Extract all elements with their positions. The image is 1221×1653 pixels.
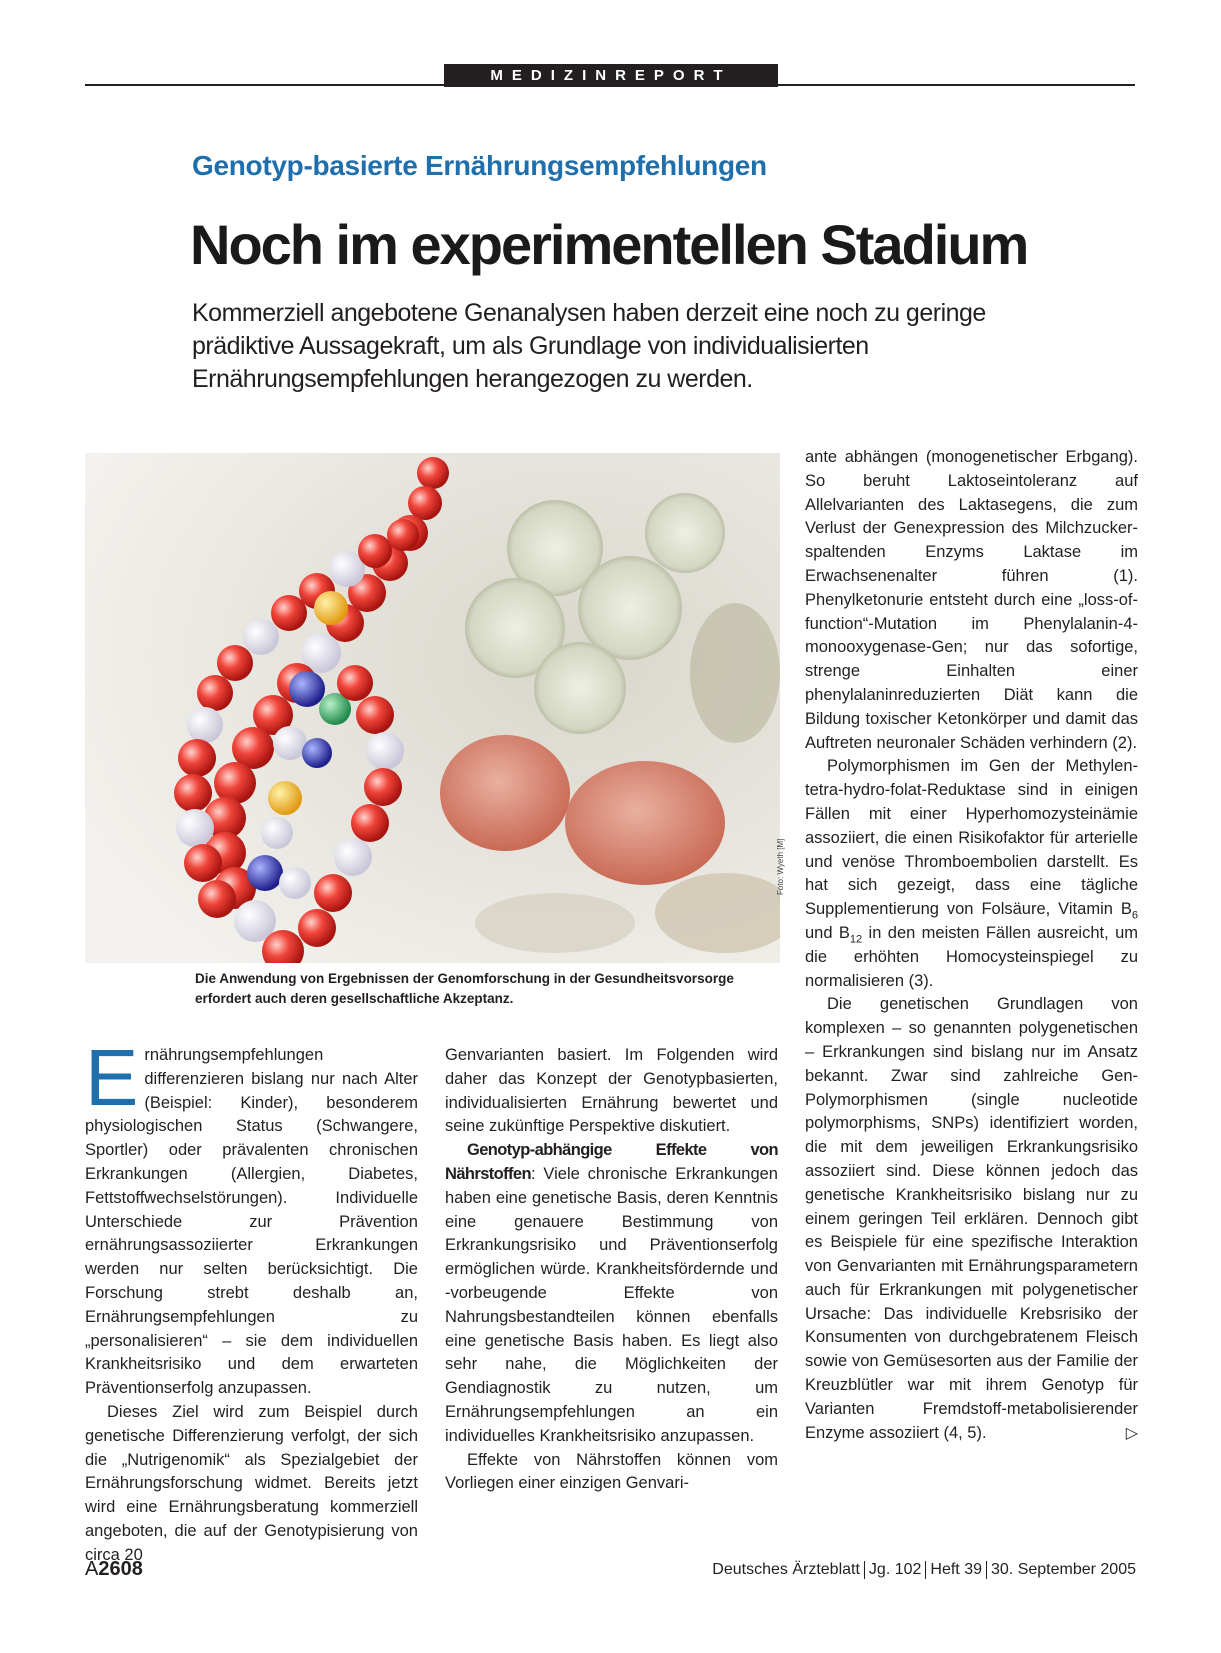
section-label: MEDIZINREPORT (444, 64, 778, 87)
article-headline: Noch im experimentellen Stadium (190, 213, 1028, 276)
article-photo (85, 453, 780, 963)
column-2 (445, 1044, 778, 1496)
page-number: A2608 (85, 1558, 143, 1580)
photo-credit: Foto: Wyeth [M] (776, 838, 785, 895)
col2-paragraph-2: Genotyp-abhängige Effekte von Nährstoffen: Viele chronische Erkrankungen haben eine genetische Basis, deren Kenntnis eine genauere Bestimmung von Erkrankungsrisiko und Präventionserfolg ermöglichen würde. Krankheitsfördernde und -vorbeugende Effekte von Nahrungsbestandteilen können ebenfalls eine genetische Basis haben. Es liegt also sehr nahe, die Möglichkeiten der Gendiagnostik zu nutzen, um Ernährungsempfehlungen an ein individuelles Krankheitsrisiko anzupassen. (445, 1141, 778, 1445)
article-kicker: Genotyp-basierte Ernährungsempfehlungen (192, 150, 767, 181)
section-subhead: Genotyp-abhängige Effekte von Nährstoffen (445, 1141, 778, 1183)
photo-caption: Die Anwendung von Ergebnissen der Genomforschung in der Gesundheitsvorsorge erfordert auch deren gesellschaftliche Akzeptanz. (195, 971, 734, 1006)
col3-paragraph-2: Polymorphismen im Gen der Methylen-tetra-hydro-folat-Reduktase sind in einigen Fällen mit einer Hyperhomozysteinämie assoziiert, die einen Risikofaktor für arterielle und venöse Thromboembolien darstellt. Es hat sich gezeigt, dass eine tägliche Supplementierung von Folsäure, Vitamin $B_6$ und $B_{12}$ in den meisten Fällen ausreicht, um die erhöhten Homocysteinspiegel zu normalisieren (3). (805, 757, 1138, 990)
dna-vegetables-illustration (85, 453, 780, 963)
col1-paragraph-2: Dieses Ziel wird zum Beispiel durch genetische Differenzierung verfolgt, der sich die „Nutrigenomik“ als Spezialgebiet der Ernährungsforschung widmet. Bereits jetzt wird eine Ernährungsberatung kommerziell angeboten, die auf der Genotypisierung von circa 20 (85, 1402, 418, 1564)
journal-info (712, 1561, 1136, 1579)
column-3 (805, 446, 1138, 1445)
col2-paragraph-1: Genvarianten basiert. Im Folgenden wird daher das Konzept der Genotypbasierten, individualisierten Ernährung bewertet und seine zukünftige Perspektive diskutiert. (445, 1046, 778, 1136)
journal-issue: Heft 39 (930, 1561, 982, 1579)
col1-paragraph-1: Ernährungsempfehlungen differenzieren bislang nur nach Alter (Beispiel: Kinder), besonderem physiologischen Status (Schwangere, Sportler) oder prävalenten chronischen Erkrankungen (Allergien, Diabetes, Fettstoffwechselstörungen). Individuelle Unterschiede zur Prävention ernährungsassoziierter Erkrankungen werden nur selten berücksichtigt. Die Forschung strebt deshalb an, Ernährungsempfehlungen zu „personalisieren“ – sie dem individuellen Krankheitsrisiko und dem erwarteten Präventionserfolg anzupassen. (85, 1033, 418, 1398)
col3-paragraph-1: ante abhängen (monogenetischer Erbgang). So beruht Laktoseintoleranz auf Allelvarianten des Laktasegens, die zum Verlust der Genexpression des Milchzucker-spaltenden Enzyms Laktase im Erwachsenenalter führen (1). Phenylketonurie entsteht durch eine „loss-of-function“-Mutation im Phenylalanin-4-monooxygenase-Gen; nur das sofortige, strenge Einhalten einer phenylalaninreduzierten Diät kann die Bildung toxischer Ketonkörper und damit das Auftreten neuronaler Schäden verhindern (2). (805, 448, 1138, 752)
journal-name: Deutsches Ärzteblatt (712, 1561, 860, 1579)
column-1 (85, 1033, 418, 1568)
journal-date: 30. September 2005 (991, 1561, 1136, 1579)
col3-paragraph-3: Die genetischen Grundlagen von komplexen – so genannten polygenetischen – Erkrankungen sind bislang nur im Ansatz bekannt. Zwar sind zahlreiche Gen-Polymorphismen (single nucleotide polymorphisms, SNPs) identifiziert worden, die mit dem jeweiligen Erkrankungsrisiko assoziiert sind. Diese können jedoch das genetische Krankheitsrisiko bislang nur zu einem geringen Teil erklären. Dennoch gibt es Beispiele für eine spezifische Interaktion von Genvarianten mit Ernährungsparametern auch für Erkrankungen mit polygenetischer Ursache: Das individuelle Krebsrisiko der Konsumenten von durchgebratenem Fleisch sowie von Gemüsesorten aus der Familie der Kreuzblütler war mit ihrem Genotyp für Varianten Fremdstoff-metabolisierender Enzyme assoziiert (4, 5). ▷ (805, 993, 1138, 1445)
continue-arrow-icon: ▷ (1125, 1424, 1138, 1442)
journal-volume: Jg. 102 (868, 1561, 922, 1579)
col2-paragraph-3: Effekte von Nährstoffen können vom Vorliegen einer einzigen Genvari- (445, 1450, 778, 1493)
drop-cap: E (85, 1033, 139, 1122)
article-lead: Kommerziell angebotene Genanalysen haben derzeit eine noch zu geringe prädiktive Aussagekraft, um als Grundlage von individualisierten Ernährungsempfehlungen herangezogen zu werden. (192, 299, 986, 393)
